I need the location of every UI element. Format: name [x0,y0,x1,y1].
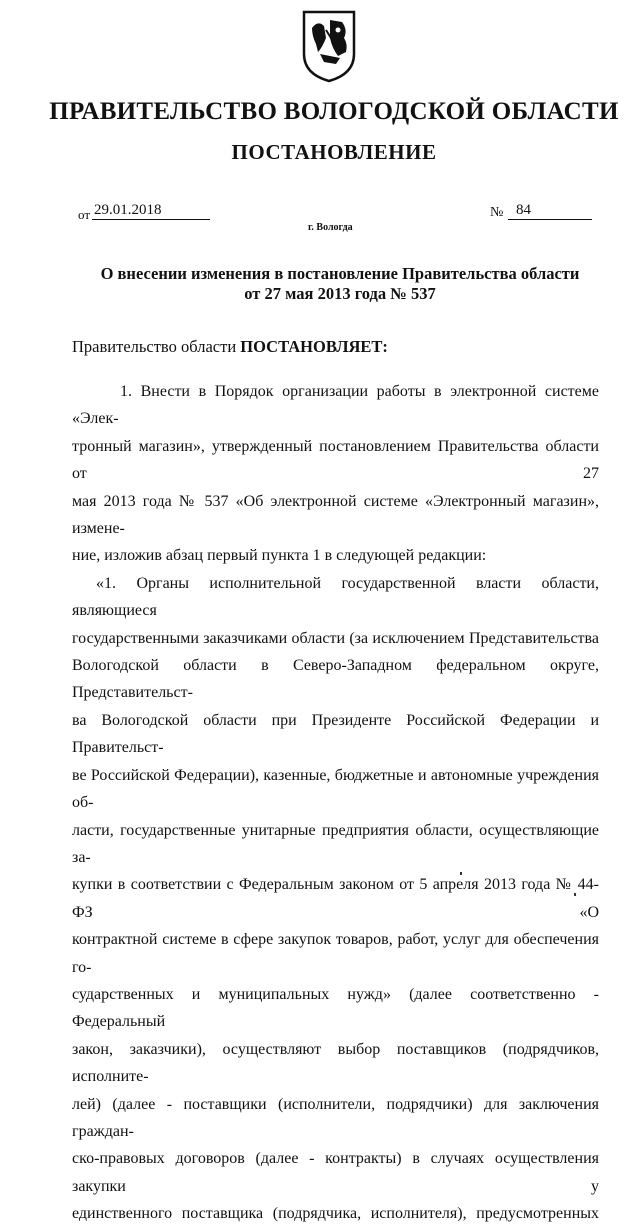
preamble-decree: ПОСТАНОВЛЯЕТ: [240,337,388,356]
subject-line: от 27 мая 2013 года № 537 [244,284,436,303]
body-line: купки в соответствии с Федеральным законом от 5 апреля 2013 года № 44-ФЗ «О [72,876,599,921]
body-line: «1. Органы исполнительной государственной власти области, являющиеся [72,574,599,620]
document-type: ПОСТАНОВЛЕНИЕ [231,140,437,164]
body-line: ско-правовых договоров (далее - контракты) в случаях осуществления закупки у [72,1150,599,1195]
scan-speck [574,893,576,896]
body-line: ва Вологодской области при Президенте Российской Федерации и Правительст- [72,711,599,757]
document-body [72,378,599,1228]
body-line: закон, заказчики), осуществляют выбор поставщиков (подрядчиков, исполните- [72,1040,599,1086]
document-number: 84 [508,202,592,220]
subject-line: О внесении изменения в постановление Правительства области [100,264,580,283]
number-label: № [490,205,504,220]
paragraph [72,570,599,1228]
preamble [72,337,388,357]
body-line: ласти, государственные унитарные предприятия области, осуществляющие за- [72,821,599,866]
document-date: 29.01.2018 [92,202,210,220]
preamble-text: Правительство области [72,337,241,356]
document-subject [100,264,580,304]
body-line: ве Российской Федерации), казенные, бюджетные и автономные учреждения об- [72,766,599,812]
org-title: ПРАВИТЕЛЬСТВО ВОЛОГОДСКОЙ ОБЛАСТИ [49,98,619,125]
coat-of-arms-icon [300,8,358,84]
body-line: ние, изложив абзац первый пункта 1 в следующей редакции: [72,547,487,565]
body-line: единственного поставщика (подрядчика, исполнителя), предусмотренных [72,1205,599,1223]
body-line: государственными заказчиками области (за исключением Представительства [72,629,599,647]
body-line: контрактной системе в сфере закупок товаров, работ, услуг для обеспечения го- [72,931,599,976]
body-line: Вологодской области в Северо-Западном федеральном округе, Представительст- [72,657,599,702]
date-label: от [78,207,91,222]
paragraph [72,378,599,570]
body-line: тронный магазин», утвержденный постановлением Правительства области от 27 [72,437,599,483]
body-line: 1. Внести в Порядок организации работы в электронной системе «Элек- [72,383,599,428]
body-line: мая 2013 года № 537 «Об электронной системе «Электронный магазин», измене- [72,492,599,538]
body-line: сударственных и муниципальных нужд» (далее соответственно - Федеральный [72,985,599,1031]
scan-speck [460,872,462,875]
body-line: лей) (далее - поставщики (исполнители, подрядчики) для заключения граждан- [72,1095,599,1140]
city: г. Вологда [308,222,353,233]
